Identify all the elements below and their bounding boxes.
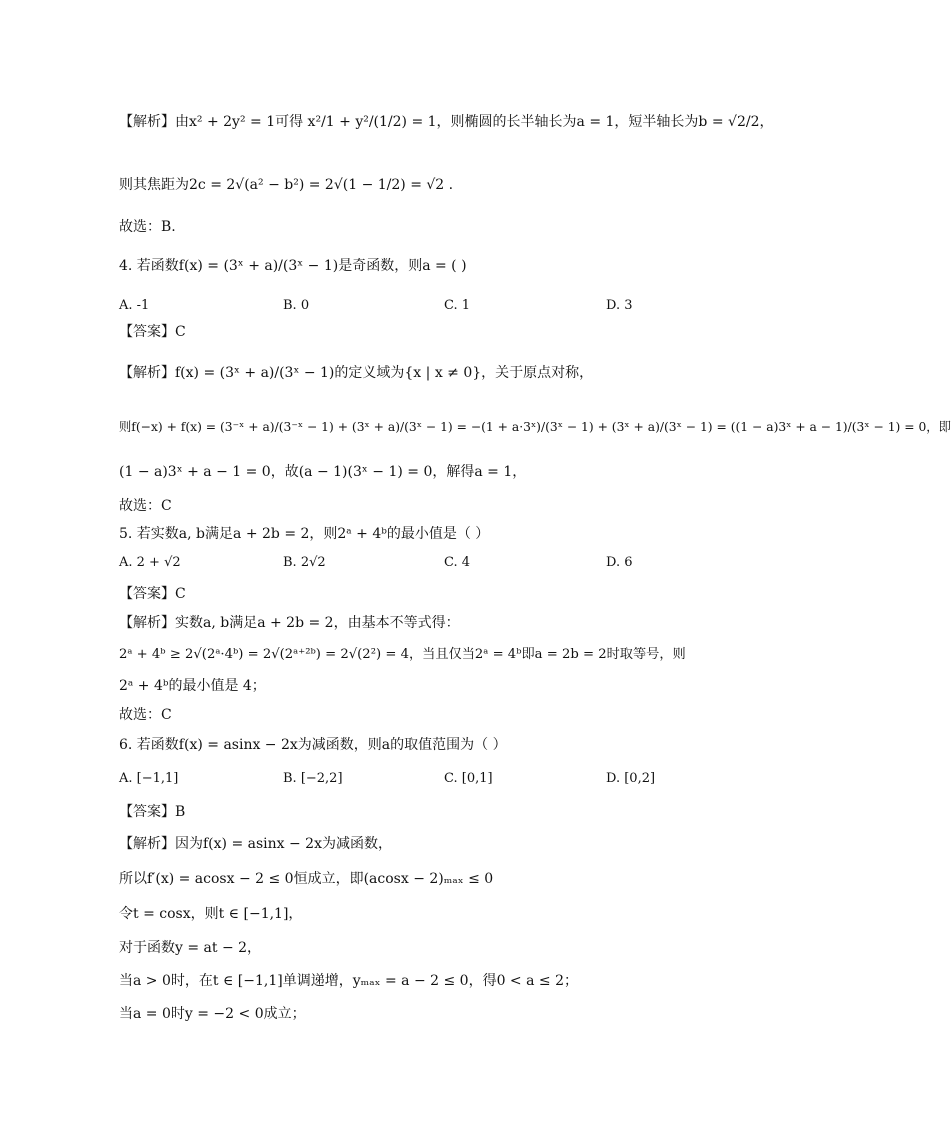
question-6: 6. 若函数f(x) = asinx − 2x为减函数，则a的取值范围为（ ）: [119, 737, 507, 753]
q6-option-c: C. [0,1]: [444, 771, 493, 786]
q4-option-b: B. 0: [283, 298, 310, 313]
q4-analysis-line2: 则f(−x) + f(x) = (3⁻ˣ + a)/(3⁻ˣ − 1) + (3ˣ + a)/(3ˣ − 1) = −(1 + a·3ˣ)/(3ˣ − 1) + (3ˣ + a)/(3ˣ − 1) = ((1 − a)3ˣ + a − 1)/(3ˣ − 1) = 0，即: [119, 420, 951, 434]
analysis-q3-conclusion: 故选：B.: [119, 219, 176, 235]
q4-conclusion: 故选：C: [119, 498, 172, 514]
q5-answer: 【答案】C: [119, 586, 186, 602]
q4-option-a: A. -1: [119, 298, 150, 313]
question-4: 4. 若函数f(x) = (3ˣ + a)/(3ˣ − 1)是奇函数，则a = ( ): [119, 258, 467, 274]
q6-analysis-line2: 所以f′(x) = acosx − 2 ≤ 0恒成立，即(acosx − 2)ₘₐₓ ≤ 0: [119, 871, 494, 887]
q4-option-c: C. 1: [444, 298, 471, 313]
q5-analysis-line3: 2ᵃ + 4ᵇ的最小值是 4；: [119, 678, 266, 694]
q5-option-a: A. 2 + √2: [119, 555, 181, 570]
q5-option-b: B. 2√2: [283, 555, 326, 570]
analysis-q3-line1: 【解析】由x² + 2y² = 1可得 x²/1 + y²/(1/2) = 1，则椭圆的长半轴长为a = 1，短半轴长为b = √2/2，: [119, 114, 774, 130]
question-5: 5. 若实数a, b满足a + 2b = 2，则2ᵃ + 4ᵇ的最小值是（ ）: [119, 526, 490, 542]
q5-conclusion: 故选：C: [119, 707, 172, 723]
q6-option-a: A. [−1,1]: [119, 771, 179, 786]
q5-analysis-line2: 2ᵃ + 4ᵇ ≥ 2√(2ᵃ·4ᵇ) = 2√(2ᵃ⁺²ᵇ) = 2√(2²) = 4，当且仅当2ᵃ = 4ᵇ即a = 2b = 2时取等号，则: [119, 647, 686, 662]
q6-analysis-line5: 当a > 0时，在t ∈ [−1,1]单调递增，yₘₐₓ = a − 2 ≤ 0，得0 < a ≤ 2；: [119, 973, 578, 989]
q5-analysis-line1: 【解析】实数a, b满足a + 2b = 2，由基本不等式得：: [119, 615, 460, 631]
q6-analysis-line1: 【解析】因为f(x) = asinx − 2x为减函数，: [119, 836, 392, 852]
q6-analysis-line4: 对于函数y = at − 2，: [119, 940, 262, 956]
q5-option-d: D. 6: [606, 555, 633, 570]
q6-analysis-line3: 令t = cosx，则t ∈ [−1,1]，: [119, 906, 303, 922]
q4-answer: 【答案】C: [119, 324, 186, 340]
q5-option-c: C. 4: [444, 555, 471, 570]
q4-analysis-line3: (1 − a)3ˣ + a − 1 = 0，故(a − 1)(3ˣ − 1) = 0，解得a = 1，: [119, 464, 527, 480]
q6-answer: 【答案】B: [119, 804, 186, 820]
analysis-q3-line2: 则其焦距为2c = 2√(a² − b²) = 2√(1 − 1/2) = √2 .: [119, 177, 454, 193]
q6-option-b: B. [−2,2]: [283, 771, 343, 786]
q4-analysis-line1: 【解析】f(x) = (3ˣ + a)/(3ˣ − 1)的定义域为{x | x ≠ 0}，关于原点对称，: [119, 365, 594, 381]
q6-option-d: D. [0,2]: [606, 771, 656, 786]
q4-option-d: D. 3: [606, 298, 633, 313]
q6-analysis-line6: 当a = 0时y = −2 < 0成立；: [119, 1006, 306, 1022]
